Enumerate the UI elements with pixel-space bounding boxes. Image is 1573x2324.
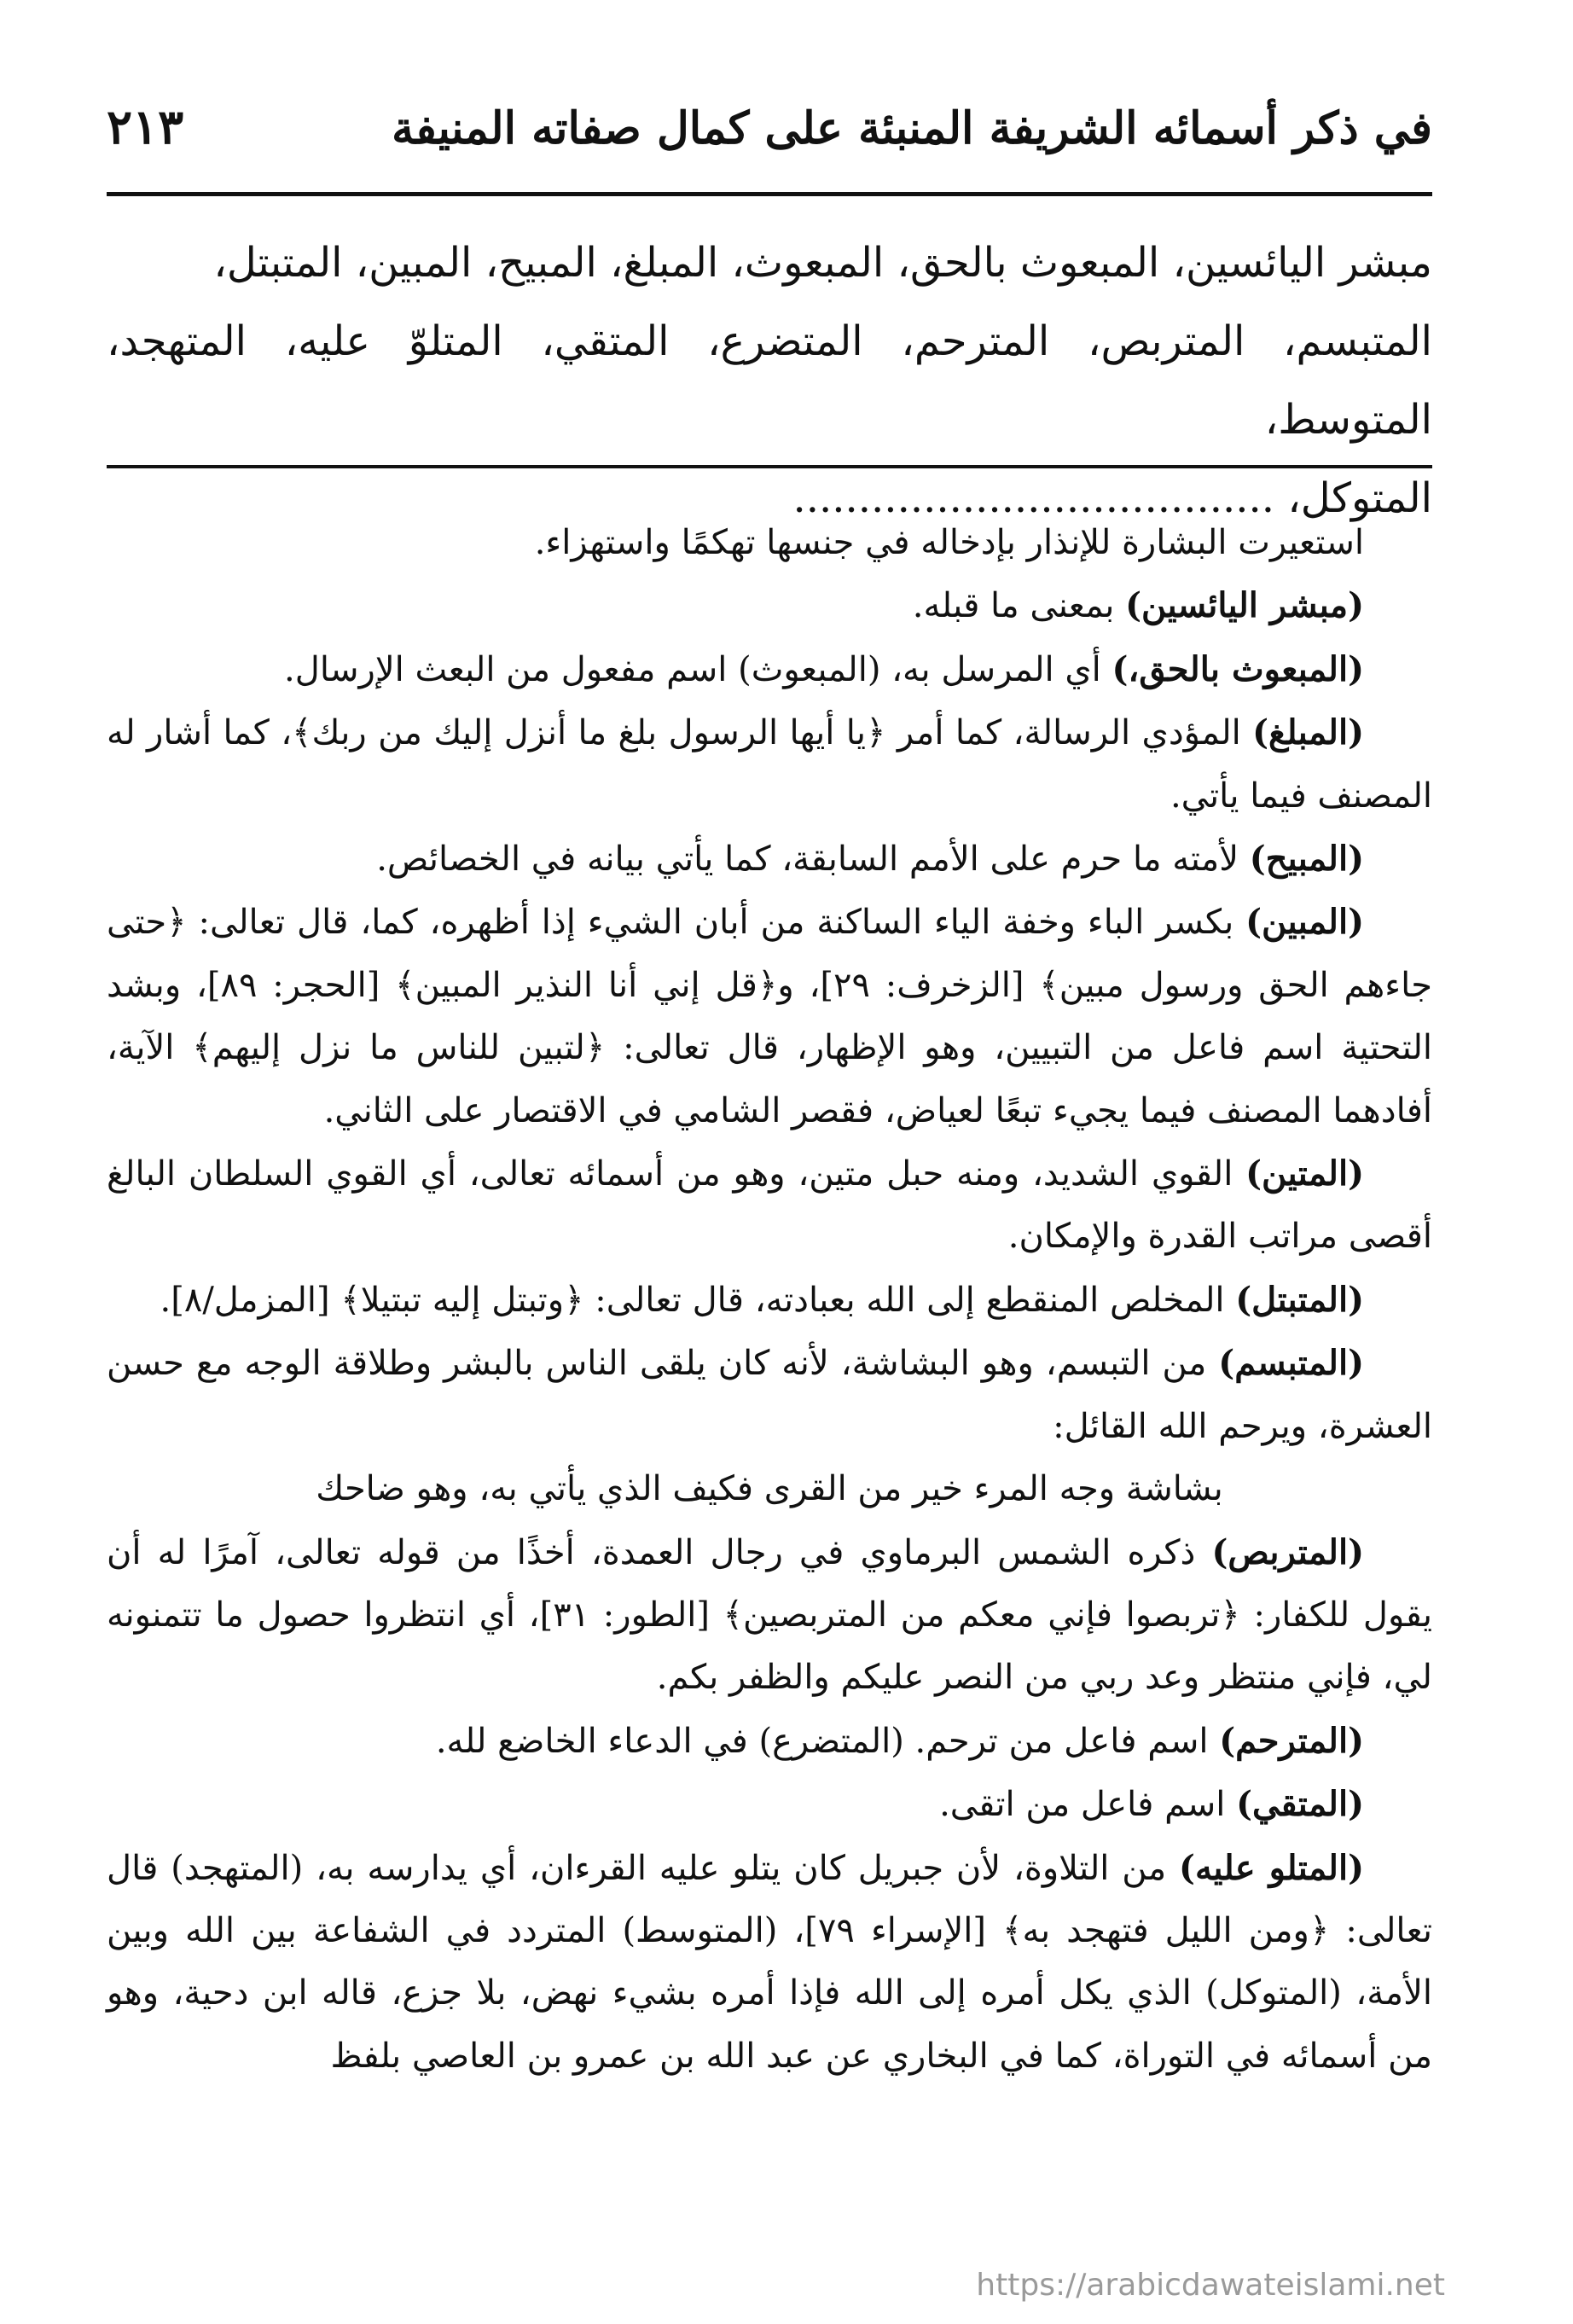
commentary-paragraph (107, 1521, 1432, 1710)
header-divider (107, 192, 1432, 196)
paragraph-text: لأمته ما حرم على الأمم السابقة، كما يأتي بيانه في الخصائص. (376, 840, 1250, 880)
term-heading: (المبعوث بالحق،) (1112, 648, 1364, 689)
commentary-paragraph (107, 512, 1432, 574)
commentary-paragraph (107, 1837, 1432, 2089)
watermark-url: https://arabicdawateislami.net (976, 2268, 1445, 2303)
term-heading: (مبشر اليائسين) (1125, 585, 1364, 626)
term-heading: (المتلو عليه) (1179, 1847, 1364, 1888)
matn-divider (107, 465, 1432, 468)
paragraph-text: استعيرت البشارة للإنذار بإدخاله في جنسها تهكمًا واستهزاء. (534, 523, 1364, 562)
running-title: في ذكر أسمائه الشريفة المنبئة على كمال صفاته المنيفة (392, 102, 1432, 154)
paragraph-text: اسم فاعل من ترحم. (المتضرع) في الدعاء الخاضع لله. (435, 1721, 1220, 1761)
commentary-paragraph (107, 891, 1432, 1142)
commentary-paragraph (107, 1142, 1432, 1269)
term-heading: (المتبسم) (1218, 1343, 1364, 1384)
commentary-paragraph (107, 828, 1432, 891)
ellipsis-dots: ..................................... (792, 474, 1275, 522)
term-heading: (المتين) (1245, 1153, 1364, 1194)
matn-text (107, 224, 1432, 537)
term-heading: (المبلغ) (1252, 712, 1364, 753)
term-heading: (المتقي) (1236, 1784, 1364, 1825)
term-heading: (المبيح) (1249, 839, 1364, 880)
matn-line: مبشر اليائسين، المبعوث بالحق، المبعوث، المبلغ، المبيح، المبين، المتبتل، (213, 239, 1432, 287)
commentary-paragraph (107, 1773, 1432, 1836)
term-heading: (المبين) (1245, 902, 1364, 943)
paragraph-text: بكسر الباء وخفة الياء الساكنة من أبان الشيء إذا أظهره، كما، قال تعالى: ﴿حتى جاءهم الحق ورسول مبين﴾ [الزخرف: ٢٩]، و﴿قل إني أنا النذير المبين﴾ [الحجر: ٨٩]، وبشد التحتية اسم فاعل من التبيين، وهو الإظهار، قال تعالى: ﴿لتبين للناس ما نزل إليهم﴾ الآية، أفادهما المصنف فيما يجيء تبعًا لعياض، فقصر الشامي في الاقتصار على الثاني. (107, 903, 1432, 1130)
commentary-paragraph (107, 701, 1432, 828)
paragraph-text: من التبسم، وهو البشاشة، لأنه كان يلقى الناس بالبشر وطلاقة الوجه مع حسن العشرة، ويرحم الله القائل: (107, 1344, 1432, 1446)
paragraph-text: بمعنى ما قبله. (912, 586, 1126, 626)
paragraph-text: القوي الشديد، ومنه حبل متين، وهو من أسمائه تعالى، أي القوي السلطان البالغ أقصى مراتب القدرة والإمكان. (107, 1154, 1432, 1257)
paragraph-text: المؤدي الرسالة، كما أمر ﴿يا أيها الرسول بلغ ما أنزل إليك من ربك﴾، كما أشار له المصنف فيما يأتي. (107, 713, 1432, 816)
commentary-paragraph (107, 1269, 1432, 1332)
page-number: ٢١٣ (107, 99, 184, 155)
poetry-verse (107, 1458, 1432, 1520)
verse-text: بشاشة وجه المرء خير من القرى فكيف الذي يأتي به، وهو ضاحك (316, 1469, 1223, 1509)
page-header (107, 94, 1432, 188)
paragraph-text: اسم فاعل من اتقى. (939, 1785, 1237, 1825)
commentary-paragraph (107, 638, 1432, 701)
paragraph-text: المخلص المنقطع إلى الله بعبادته، قال تعالى: ﴿وتبتل إليه تبتيلا﴾ [المزمل/٨]. (160, 1280, 1236, 1320)
commentary-paragraph (107, 1332, 1432, 1458)
matn-line: المتبسم، المتربص، المترحم، المتضرع، المتقي، المتلوّ عليه، المتهجد، المتوسط، (107, 317, 1432, 444)
matn-line-text: المتوكل، (1287, 474, 1432, 522)
paragraph-text: ذكره الشمس البرماوي في رجال العمدة، أخذًا من قوله تعالى، آمرًا له أن يقول للكفار: ﴿تربصوا فإني معكم من المتربصين﴾ [الطور: ٣١]، أي انتظروا حصول ما تتمنونه لي، فإني منتظر وعد ربي من النصر عليكم والظفر بكم. (107, 1532, 1432, 1698)
commentary-paragraph (107, 1710, 1432, 1773)
commentary-paragraph (107, 574, 1432, 637)
term-heading: (المتربص) (1211, 1531, 1364, 1572)
paragraph-text: أي المرسل به، (المبعوث) اسم مفعول من البعث الإرسال. (284, 649, 1112, 689)
paragraph-text: من التلاوة، لأن جبريل كان يتلو عليه القرءان، أي يدارسه به، (المتهجد) قال تعالى: ﴿ومن الليل فتهجد به﴾ [الإسراء ٧٩]، (المتوسط) المتردد في الشفاعة بين الله وبين الأمة، (المتوكل) الذي يكل أمره إلى الله فإذا أمره بشيء نهض، بلا جزع، قاله ابن دحية، وهو من أسمائه في التوراة، كما في البخاري عن عبد الله بن عمرو بن العاصي بلفظ (107, 1848, 1432, 2076)
term-heading: (المتبتل) (1235, 1279, 1364, 1320)
commentary (107, 512, 1432, 2088)
term-heading: (المترحم) (1219, 1720, 1364, 1761)
